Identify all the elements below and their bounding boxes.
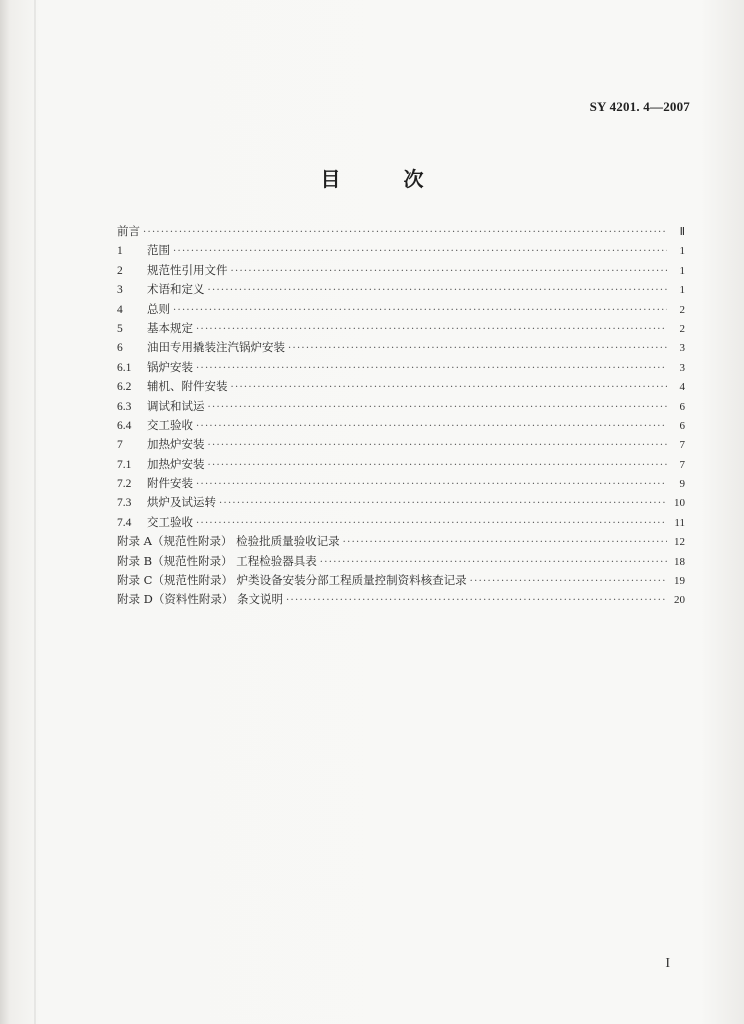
toc-leader-dots [219,494,667,513]
toc-entry[interactable] [117,435,685,454]
toc-entry-page: 2 [679,303,685,316]
toc-entry[interactable] [117,261,685,280]
toc-entry-page: 7 [679,439,685,452]
standard-code: SY 4201. 4—2007 [589,99,690,114]
toc-entry-number: 4 [117,303,123,316]
toc-entry-label: 交工验收 [147,417,193,432]
toc-entry-page: 9 [679,478,685,491]
toc-entry[interactable] [117,397,685,416]
toc-entry-page: Ⅱ [679,226,685,238]
toc-entry-page: 18 [674,555,685,568]
toc-entry-label: 辅机、附件安装 [147,379,228,394]
toc-leader-dots [208,281,668,300]
toc-entry[interactable] [117,338,685,357]
page-number: I [665,956,670,971]
toc-entry[interactable] [117,532,685,551]
page-fold-shadow [34,0,36,1024]
toc-leader-dots [288,339,667,358]
toc-entry-page: 6 [679,400,685,413]
toc-leader-dots [196,417,667,436]
toc-leader-dots [196,359,667,378]
toc-entry-page: 10 [674,497,685,510]
toc-entry-number: 7.1 [117,458,132,471]
toc-entry[interactable] [117,377,685,396]
toc-entry-page: 1 [679,245,685,258]
toc-leader-dots [286,591,667,610]
toc-entry-number: 7.4 [117,516,132,529]
toc-entry[interactable] [117,241,685,260]
toc-entry[interactable] [117,493,685,512]
toc-leader-dots [196,475,667,494]
toc-entry-label: 总则 [147,301,170,316]
toc-entry-page: 6 [679,419,685,432]
toc-entry[interactable] [117,280,685,299]
toc-entry-number: 6.3 [117,400,132,413]
toc-leader-dots [143,223,667,242]
toc-entry-label: 调试和试运 [147,398,205,413]
toc-entry[interactable] [117,358,685,377]
toc-entry-label: 交工验收 [147,514,193,529]
toc-leader-dots [208,456,668,475]
toc-entry-number: 7.3 [117,497,132,510]
toc-leader-dots [196,320,667,339]
toc-entry-label: 规范性引用文件 [147,262,228,277]
toc-leader-dots [320,553,667,572]
toc-leader-dots [231,378,668,397]
toc-entry[interactable] [117,222,685,241]
toc-entry-number: 1 [117,245,123,258]
toc-entry-page: 19 [674,575,685,588]
toc-entry-number: 6.4 [117,419,132,432]
toc-entry-label: 附录 C（规范性附录） 炉类设备安装分部工程质量控制资料核查记录 [117,573,467,588]
toc-entry-page: 12 [674,536,685,549]
toc-entry-number: 6.1 [117,361,132,374]
toc-entry-page: 3 [679,361,685,374]
toc-entry-number: 7 [117,439,123,452]
toc-leader-dots [231,262,668,281]
toc-entry-label: 附录 D（资料性附录） 条文说明 [117,592,284,607]
toc-entry[interactable] [117,571,685,590]
toc-entry-label: 加热炉安装 [147,437,205,452]
toc-leader-dots [343,533,667,552]
toc-entry[interactable] [117,474,685,493]
toc-entry-page: 3 [679,342,685,355]
toc-entry[interactable] [117,590,685,609]
toc-entry[interactable] [117,300,685,319]
toc-entry-page: 1 [679,284,685,297]
toc-entry-label: 加热炉安装 [147,456,205,471]
toc-leader-dots [173,301,667,320]
toc-entry-number: 5 [117,322,123,335]
toc-entry-label: 烘炉及试运转 [147,495,216,510]
toc-entry[interactable] [117,552,685,571]
toc-entry[interactable] [117,455,685,474]
toc-entry-page: 1 [679,264,685,277]
toc-entry-number: 7.2 [117,478,132,491]
toc-entry-page: 20 [674,594,685,607]
toc-entry-label: 附录 A（规范性附录） 检验批质量验收记录 [117,534,340,549]
toc-leader-dots [208,436,668,455]
toc-entry-number: 6.2 [117,381,132,394]
toc-entry-page: 4 [679,381,685,394]
toc-entry-page: 7 [679,458,685,471]
toc-entry-label: 附件安装 [147,476,193,491]
toc-entry-page: 11 [674,516,685,529]
toc-leader-dots [173,242,667,261]
toc-entry[interactable] [117,513,685,532]
table-of-contents [117,222,685,610]
toc-entry-label: 术语和定义 [147,282,205,297]
toc-leader-dots [208,398,668,417]
toc-entry-label: 范围 [147,243,170,258]
toc-entry[interactable] [117,319,685,338]
toc-entry-label: 附录 B（规范性附录） 工程检验器具表 [117,553,317,568]
toc-entry-number: 2 [117,264,123,277]
toc-entry-page: 2 [679,322,685,335]
toc-entry-label: 前言 [117,224,140,238]
toc-entry-number: 6 [117,342,123,355]
toc-leader-dots [196,514,667,533]
toc-entry-label: 基本规定 [147,320,193,335]
toc-entry-label: 锅炉安装 [147,359,193,374]
toc-title: 目 次 [320,167,452,191]
toc-entry[interactable] [117,416,685,435]
toc-entry-number: 3 [117,284,123,297]
toc-leader-dots [470,572,667,591]
toc-entry-label: 油田专用撬装注汽锅炉安装 [147,340,285,355]
